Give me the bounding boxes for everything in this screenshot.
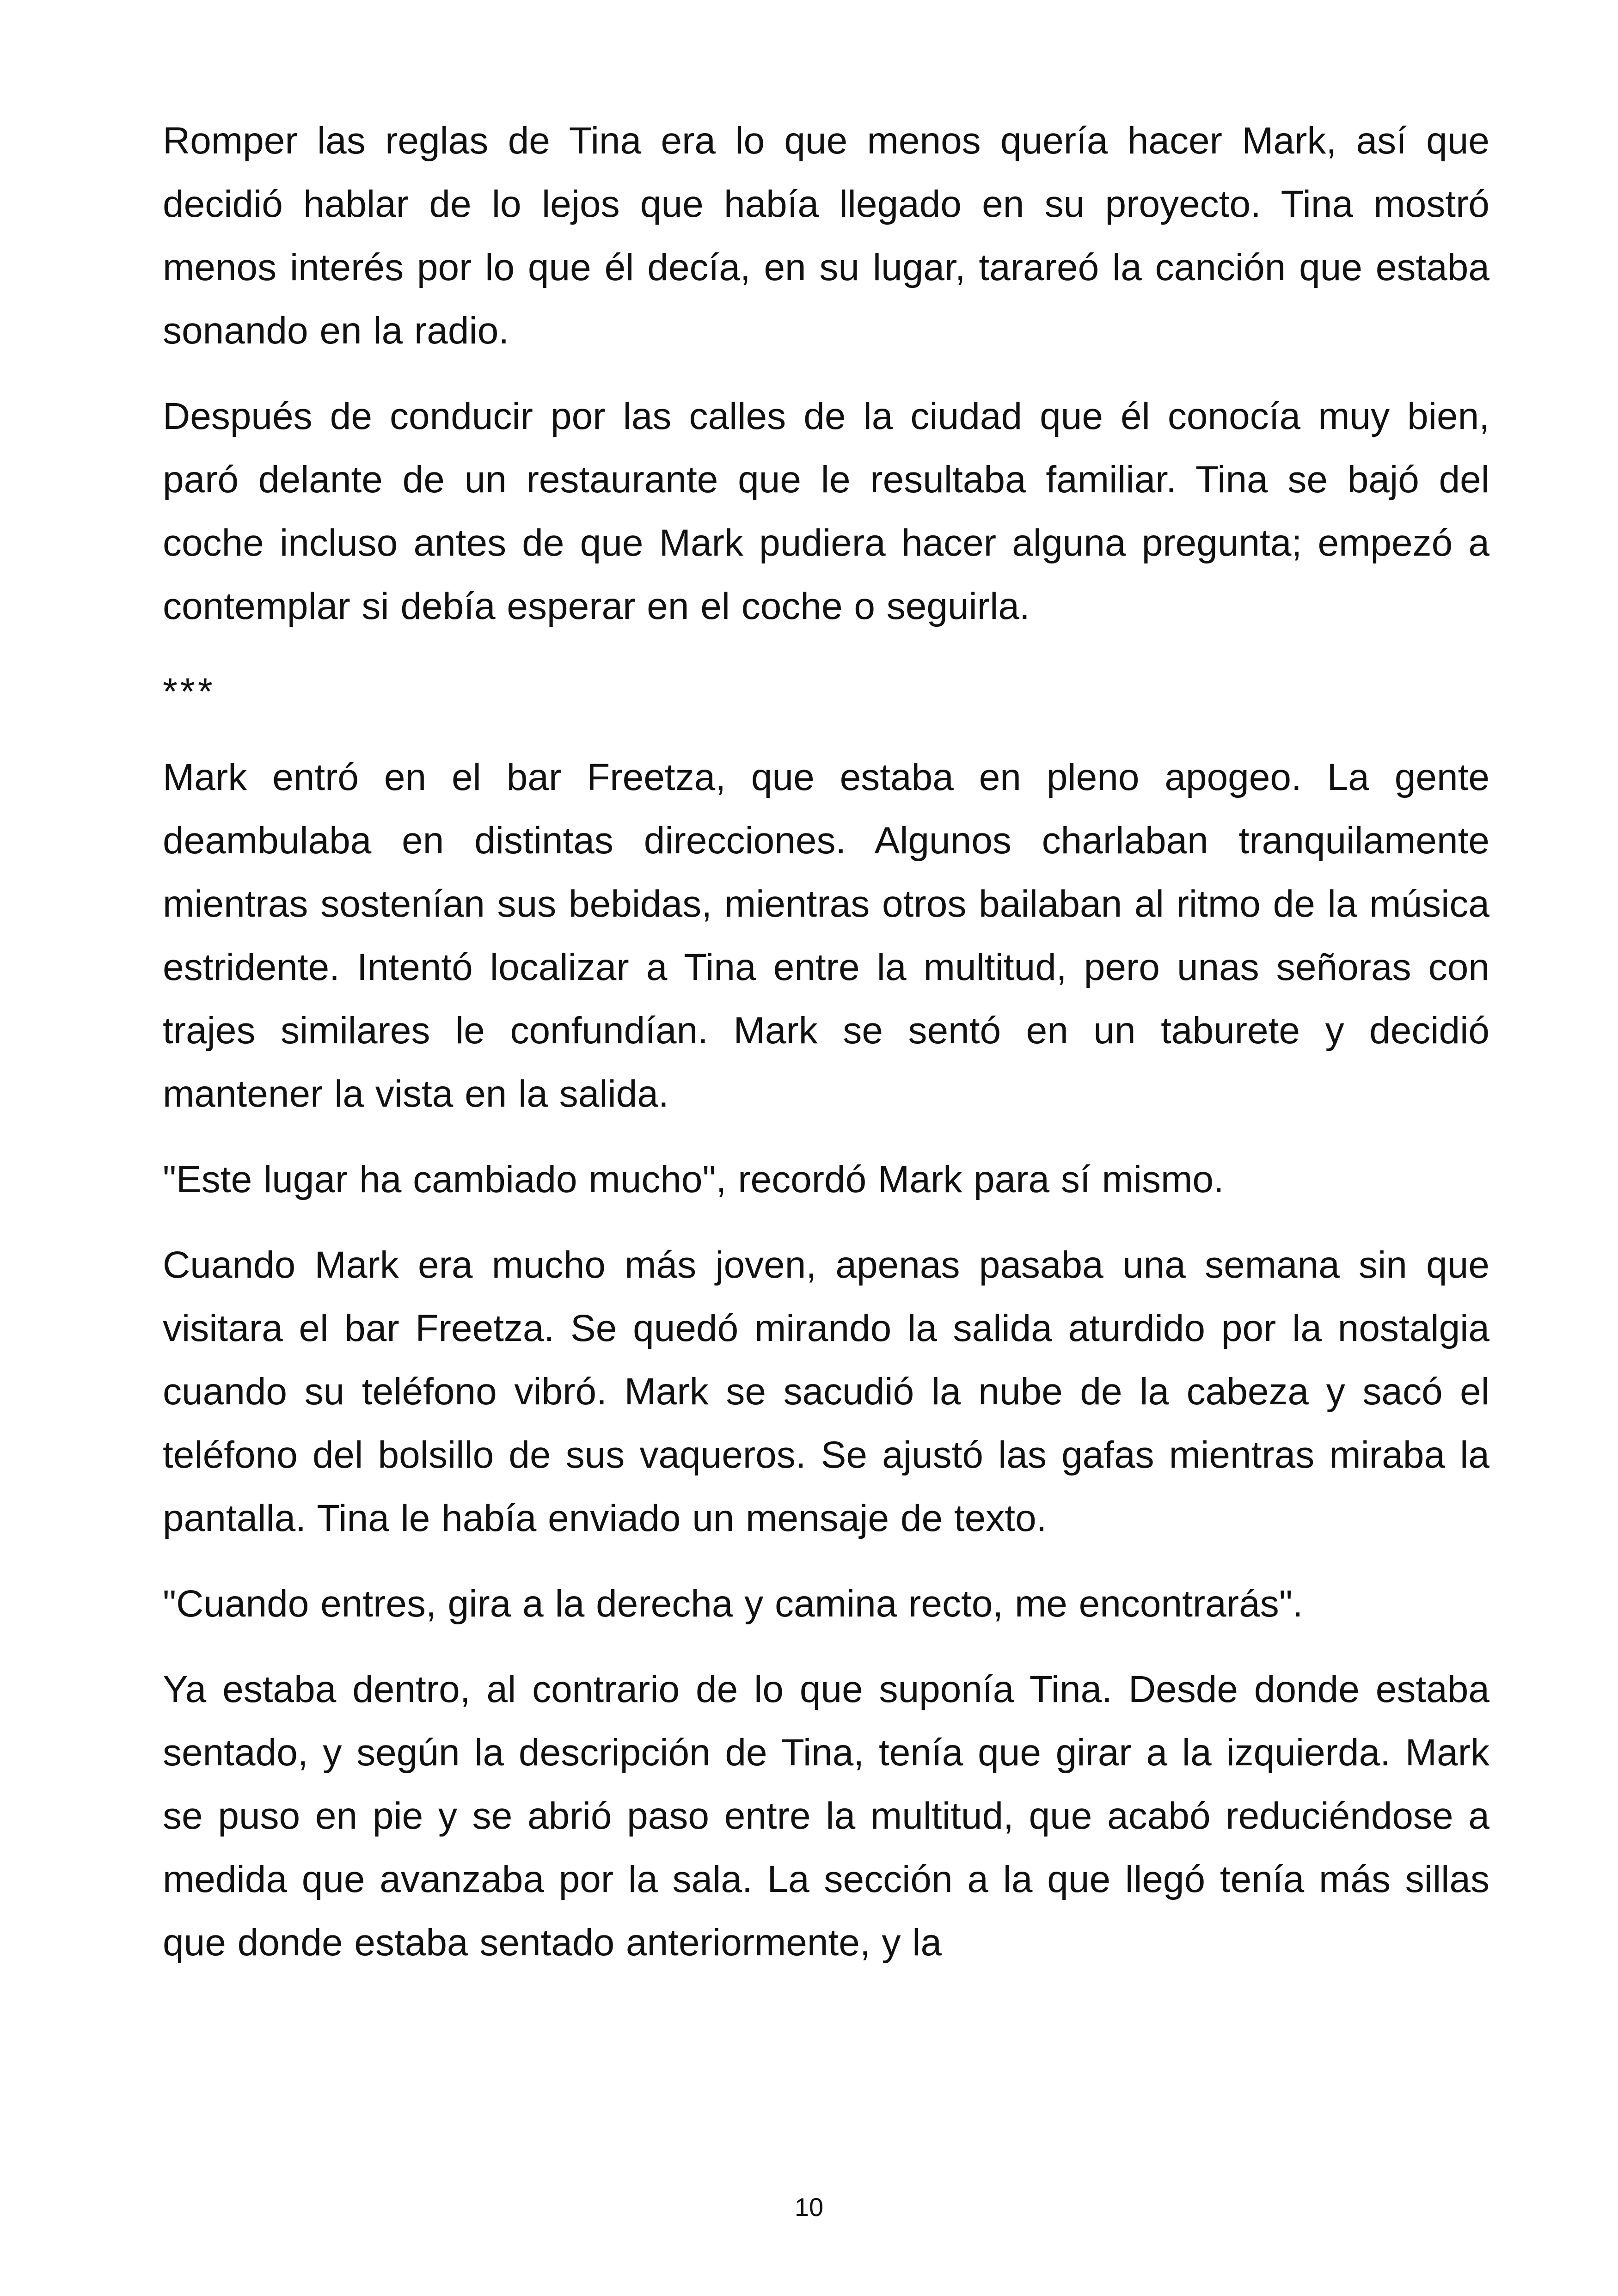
scene-break: *** [163, 671, 215, 713]
paragraph-5: Cuando Mark era mucho más joven, apenas pasaba una semana sin que visitara el bar Freetza. Se quedó mirando la salida aturdido por la nostalgia cuando su teléfono vibró. Mark se sacudió la nube de la cabeza y sacó el teléfono del bolsillo de sus vaqueros. Se ajustó las gafas mientras miraba la pantalla. Tina le había enviado un mensaje de texto. [163, 1244, 1489, 1539]
paragraph-4: "Este lugar ha cambiado mucho", recordó Mark para sí mismo. [163, 1158, 1224, 1200]
body-text [163, 109, 1489, 1996]
paragraph-3: Mark entró en el bar Freetza, que estaba en pleno apogeo. La gente deambulaba en distintas direcciones. Algunos charlaban tranquilamente mientras sostenían sus bebidas, mientras otros bailaban al ritmo de la música estridente. Intentó localizar a Tina entre la multitud, pero unas señoras con trajes similares le confundían. Mark se sentó en un taburete y decidió mantener la vista en la salida. [163, 756, 1489, 1115]
paragraph-6: "Cuando entres, gira a la derecha y camina recto, me encontrarás". [163, 1583, 1303, 1625]
page-number: 10 [794, 2192, 824, 2222]
paragraph-1: Romper las reglas de Tina era lo que menos quería hacer Mark, así que decidió hablar de lo lejos que había llegado en su proyecto. Tina mostró menos interés por lo que él decía, en su lugar, tarareó la canción que estaba sonando en la radio. [163, 120, 1489, 352]
paragraph-2: Después de conducir por las calles de la ciudad que él conocía muy bien, paró delante de un restaurante que le resultaba familiar. Tina se bajó del coche incluso antes de que Mark pudiera hacer alguna pregunta; empezó a contemplar si debía esperar en el coche o seguirla. [163, 395, 1489, 627]
paragraph-7: Ya estaba dentro, al contrario de lo que suponía Tina. Desde donde estaba sentado, y según la descripción de Tina, tenía que girar a la izquierda. Mark se puso en pie y se abrió paso entre la multitud, que acabó reduciéndose a medida que avanzaba por la sala. La sección a la que llegó tenía más sillas que donde estaba sentado anteriormente, y la [163, 1668, 1489, 1964]
